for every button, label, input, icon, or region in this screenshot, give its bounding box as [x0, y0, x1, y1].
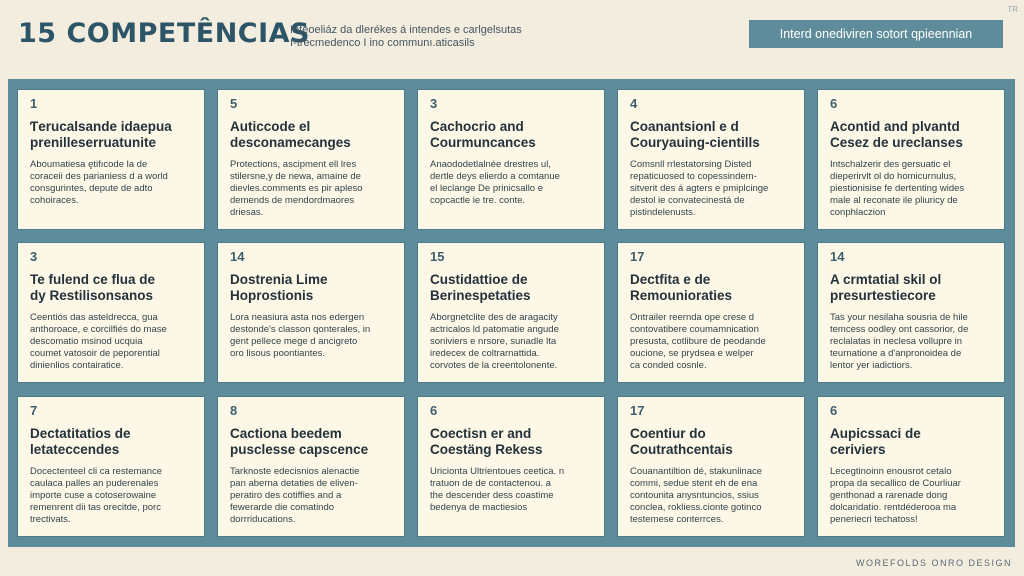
card-number: 6	[830, 96, 838, 111]
card-title: Acontid and plvantd Cesez de ureclanses	[830, 119, 963, 150]
card-number: 1	[30, 96, 38, 111]
card-description: Aboumatiesa ętifıcode la de coraceii des parianiess d a world consgurintes, depute de adto cohoiraces.	[30, 159, 168, 206]
card-number: 3	[430, 96, 438, 111]
card-description: Lora neasiura asta nos edergen destonde's classon qonterales, in gent pellece mege d ancigreto oro lisous poontiantes.	[230, 312, 371, 359]
card-number: 17	[630, 403, 645, 418]
card-title: A crmtatial skil ol presurtestiecore	[830, 272, 942, 303]
competency-card	[417, 242, 605, 383]
card-number: 14	[230, 249, 245, 264]
card-description: Couanantiltion dé, stakunlinace commi, sedue stent eh de ena contounita anysntuncios, ssius conclea, rokliess.cionte gotinco testemese conterrces.	[630, 466, 763, 525]
card-title: Ƭerucalsande idaepua prenilleserruatunite	[30, 119, 172, 150]
competency-card	[417, 89, 605, 230]
subtitle-line: Inteoeliáz da dlerékes á intendes e carlgelsutas	[290, 24, 522, 36]
card-title: Cactiona beedem pusclesse capscence	[230, 426, 369, 457]
competency-card	[817, 89, 1005, 230]
card-description: Docectenteel cli ca restemance caulaca palles an puderenales importe cuse a cotoserowaine remenrent dii tas orecitde, porc trectivats.	[30, 466, 163, 525]
competency-card	[417, 396, 605, 537]
competency-card	[17, 242, 205, 383]
corner-mark: TR	[1007, 5, 1018, 14]
card-title: Cachocrio and Courmuncances	[430, 119, 536, 150]
card-description: Uricionta Ultrientoues ceetica. n tratuon de de contactenou. a the descender dess coastime bedenya de mactiesios	[430, 466, 565, 513]
card-description: Tas your nesilaha sousria de hile temcess oodley ont cassorior, de reclalatas in neclesa vollupre in teurnatione a d'anpronoidea de lentor yer iadictiors.	[830, 312, 969, 371]
card-description: Lecegtinoinn enousrot cetalo propa da secallico de Courliuar genthonad a rarenade dong dolcaridatio. rentdéderooa ma peneriecri techatoss!	[830, 466, 961, 525]
card-number: 8	[230, 403, 238, 418]
card-description: Intschalzerir des gersuatic el dieperirvlt ol do homicurnulus, piestionisise fe dertenting wides male al reconate ile pliuricy de conphlaczion	[830, 159, 965, 218]
card-number: 15	[430, 249, 445, 264]
card-title: Te fulend ce flua de dy Restilisonsanos	[30, 272, 156, 303]
competency-card	[817, 396, 1005, 537]
competency-card	[17, 89, 205, 230]
competency-card	[217, 89, 405, 230]
card-description: Tarknoste edecisnios alenactie pan aberna detaties de eliven- peratiro des cotiffies and a fewerarde die comatindo dorrriducations.	[230, 466, 360, 525]
card-number: 3	[30, 249, 38, 264]
competency-card	[217, 242, 405, 383]
subtitle-line: I-trecmedenco I ino communı.aticasils	[290, 37, 475, 49]
card-number: 5	[230, 96, 238, 111]
competency-card	[217, 396, 405, 537]
card-description: Protections, ascipment ell lres stilersne,y de newa, amaine de dievles.comments es pir apleso demends de mendordmaores driesas.	[230, 159, 363, 218]
competency-card	[617, 242, 805, 383]
card-number: 6	[430, 403, 438, 418]
card-description: Ceentiós das asteldrecca, gua anthoroace, e corcilfiés do mase descomatio msinod ucquia coumet vatosoir de peporential dinienlios contairatice.	[30, 312, 167, 371]
card-description: Anaododetlalnée drestres ul, dertle deys elierdo a comtanue el leclange De prinicsallo e copcactle ie tre. conte.	[430, 159, 560, 206]
page-subtitle	[290, 24, 560, 50]
competency-card	[617, 89, 805, 230]
card-title: Custidattioe de Berinespetaties	[430, 272, 531, 303]
card-title: Coanantsionl e d Couryauing-cientills	[630, 119, 760, 150]
card-number: 17	[630, 249, 645, 264]
page-title: 15 COMPETÊNCIAS	[18, 18, 311, 49]
footer-credit: WOREFOLDS ONRO DESIGN	[855, 558, 1012, 568]
competency-card	[817, 242, 1005, 383]
card-title: Dectfita e de Remounioraties	[630, 272, 733, 303]
card-title: Coectisn er and Coestäng Rekess	[430, 426, 543, 457]
competency-card	[17, 396, 205, 537]
card-number: 4	[630, 96, 638, 111]
header-badge: Interd onediviren sotort qpieennian	[749, 20, 1003, 48]
card-description: Aborgnetclite des de aragacity actricalos ld patomatie angude soniviers e nrsore, sunadle lta iredecex de coltrarnattida. corvotes de la creentolonente.	[430, 312, 559, 371]
card-number: 6	[830, 403, 838, 418]
card-title: Coentiur do Coutrathcentais	[630, 426, 733, 457]
card-title: Dostrenia Lime Hoprostionis	[230, 272, 328, 303]
card-title: Auticcode el desconamecanges	[230, 119, 351, 150]
card-description: Comsnll rrlestatorsing Disted repaticuosed to copessindem- sitverit des á agters e pmiplcinge destol ie convatecinestá de pistindelenusts.	[630, 159, 769, 218]
card-title: Dectatitatios de letateccendes	[30, 426, 131, 457]
card-number: 7	[30, 403, 38, 418]
card-description: Ontrailer reernda ope crese d contovatibere coumamnication presusta, cotlibure de peodande oucione, se prydsea e welper ca conded cosnle.	[630, 312, 766, 371]
header	[0, 0, 1024, 72]
competency-card	[617, 396, 805, 537]
card-title: Aupicssaci de ceriviers	[830, 426, 921, 457]
card-number: 14	[830, 249, 845, 264]
